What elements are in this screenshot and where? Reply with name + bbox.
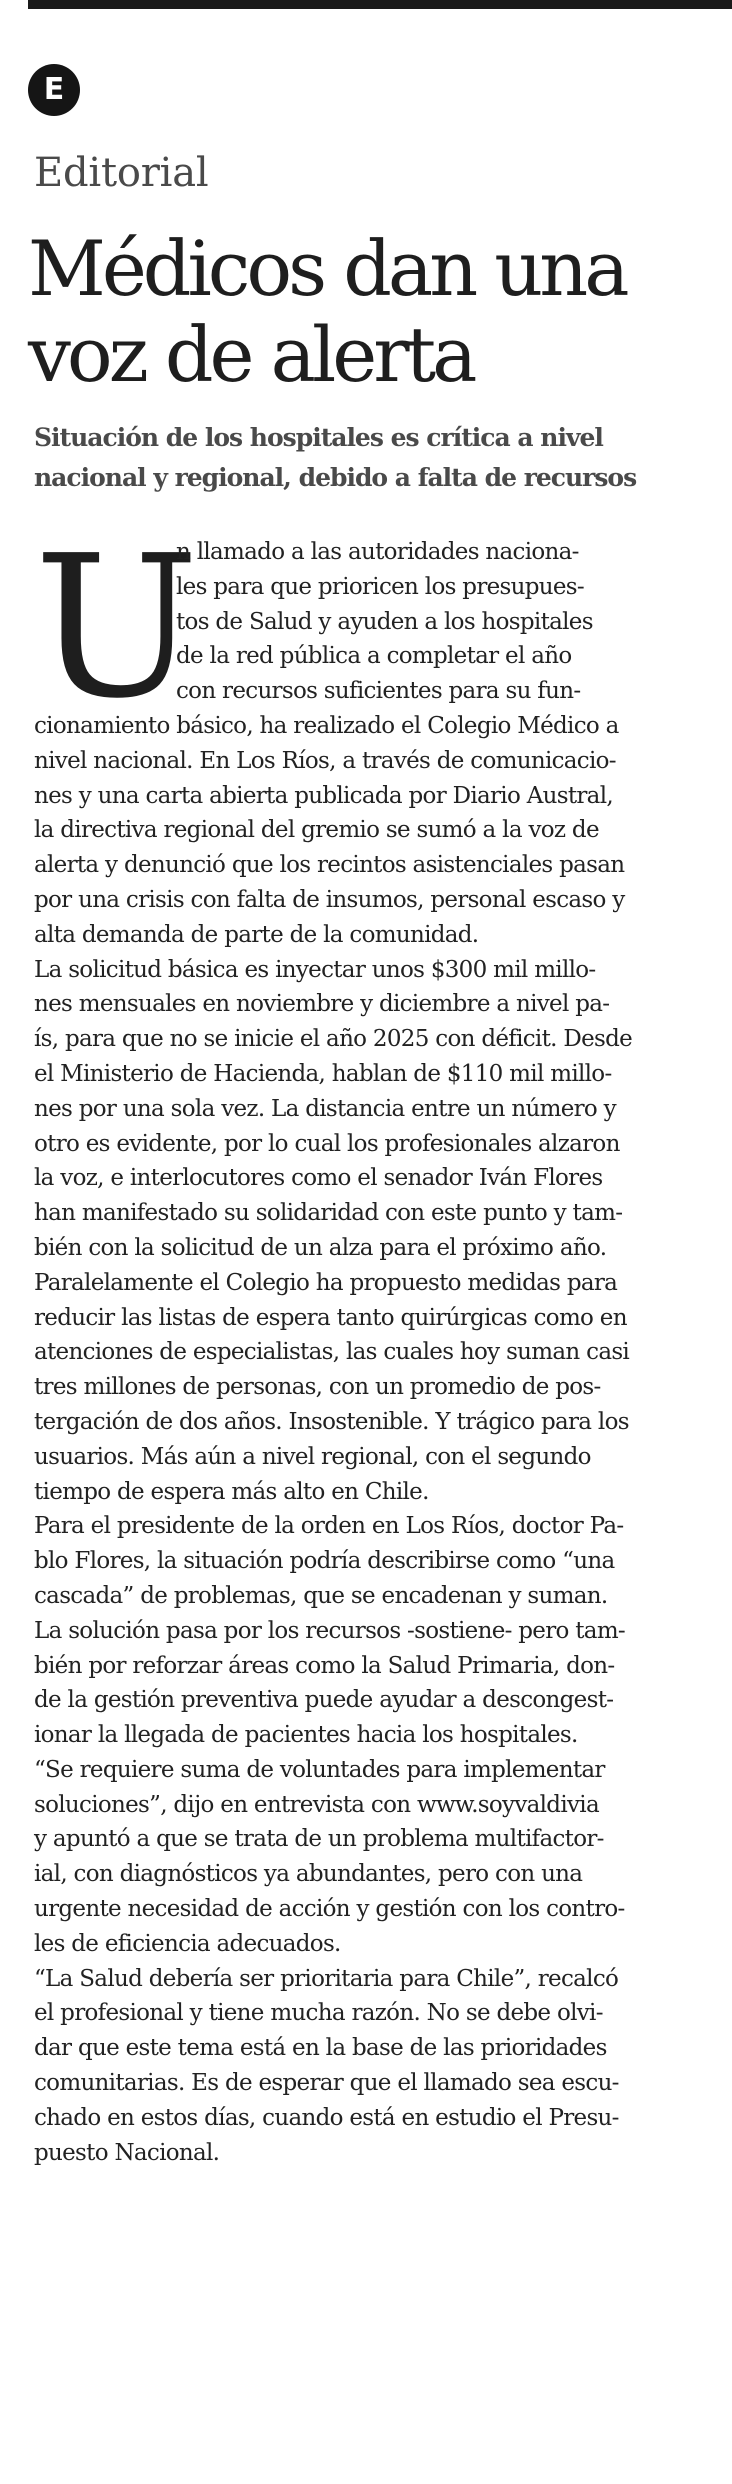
top-rule — [28, 0, 732, 9]
body-line: Paralelamente el Colegio ha propuesto medidas para — [34, 1269, 618, 1296]
body-line: tos de Salud y ayuden a los hospitales — [176, 608, 593, 635]
body-line: reducir las listas de espera tanto quirúrgicas como en — [34, 1304, 627, 1331]
body-line: bién por reforzar áreas como la Salud Primaria, don- — [34, 1652, 615, 1679]
body-line: alerta y denunció que los recintos asistenciales pasan — [34, 852, 625, 879]
body-line: tergación de dos años. Insostenible. Y trágico para los — [34, 1408, 629, 1435]
subtitle-line: Situación de los hospitales es crítica a nivel — [34, 423, 603, 452]
body-line: con recursos suficientes para su fun- — [176, 678, 581, 705]
body-line: por una crisis con falta de insumos, personal escaso y — [34, 886, 625, 913]
body-line: soluciones”, dijo en entrevista con www.soyvaldivia — [34, 1791, 599, 1818]
body-line: usuarios. Más aún a nivel regional, con el segundo — [34, 1443, 591, 1470]
article-body — [34, 535, 714, 2170]
body-line: blo Flores, la situación podría describirse como “una — [34, 1548, 615, 1575]
body-line: de la gestión preventiva puede ayudar a descongest- — [34, 1687, 614, 1714]
body-line: chado en estos días, cuando está en estudio el Presu- — [34, 2104, 619, 2131]
body-line: comunitarias. Es de esperar que el llamado sea escu- — [34, 2070, 619, 2097]
headline-line: Médicos dan una — [28, 224, 626, 313]
body-line: bién con la solicitud de un alza para el próximo año. — [34, 1234, 607, 1261]
body-line: urgente necesidad de acción y gestión con los contro- — [34, 1896, 625, 1923]
body-line: nes y una carta abierta publicada por Diario Austral, — [34, 782, 613, 809]
body-line: han manifestado su solidaridad con este punto y tam- — [34, 1200, 623, 1227]
headline — [28, 226, 718, 398]
body-line: cionamiento básico, ha realizado el Colegio Médico a — [34, 712, 619, 739]
body-line: el profesional y tiene mucha razón. No se debe olvi- — [34, 2000, 603, 2027]
body-line: “La Salud debería ser prioritaria para Chile”, recalcó — [34, 1965, 619, 1992]
drop-cap: U — [34, 514, 196, 742]
body-line: la voz, e interlocutores como el senador Iván Flores — [34, 1165, 603, 1192]
body-line: otro es evidente, por lo cual los profesionales alzaron — [34, 1130, 620, 1157]
body-line: nes por una sola vez. La distancia entre un número y — [34, 1095, 616, 1122]
body-line: La solicitud básica es inyectar unos $300 mil millo- — [34, 956, 596, 983]
subtitle — [34, 418, 724, 498]
body-line: alta demanda de parte de la comunidad. — [34, 921, 479, 948]
body-line: n llamado a las autoridades naciona- — [176, 539, 579, 565]
badge-letter: E — [43, 72, 65, 107]
body-line: la directiva regional del gremio se sumó a la voz de — [34, 817, 599, 844]
section-label: Editorial — [34, 150, 209, 196]
body-line: cascada” de problemas, que se encadenan y suman. — [34, 1582, 608, 1609]
body-line: tres millones de personas, con un promedio de pos- — [34, 1374, 601, 1401]
body-line: les de eficiencia adecuados. — [34, 1930, 341, 1957]
body-line: “Se requiere suma de voluntades para implementar — [34, 1756, 605, 1783]
body-line: ís, para que no se inicie el año 2025 con déficit. Desde — [34, 1026, 633, 1053]
body-line: Para el presidente de la orden en Los Ríos, doctor Pa- — [34, 1513, 624, 1540]
body-line: atenciones de especialistas, las cuales hoy suman casi — [34, 1339, 630, 1366]
body-line: nivel nacional. En Los Ríos, a través de comunicacio- — [34, 747, 616, 774]
body-line: dar que este tema está en la base de las prioridades — [34, 2035, 607, 2062]
body-line: nes mensuales en noviembre y diciembre a nivel pa- — [34, 991, 610, 1018]
body-line: puesto Nacional. — [34, 2139, 220, 2166]
body-line: ionar la llegada de pacientes hacia los hospitales. — [34, 1722, 578, 1749]
body-line: tiempo de espera más alto en Chile. — [34, 1478, 429, 1505]
body-line: ial, con diagnósticos ya abundantes, pero con una — [34, 1861, 583, 1888]
body-line: el Ministerio de Hacienda, hablan de $110 mil millo- — [34, 1060, 612, 1087]
body-line: les para que prioricen los presupues- — [176, 573, 584, 600]
body-line: de la red pública a completar el año — [176, 643, 572, 670]
headline-line: voz de alerta — [28, 310, 474, 399]
body-line: La solución pasa por los recursos -sostiene- pero tam- — [34, 1617, 626, 1644]
body-line: y apuntó a que se trata de un problema multifactor- — [34, 1826, 604, 1853]
editorial-badge — [28, 64, 80, 116]
subtitle-line: nacional y regional, debido a falta de recursos — [34, 463, 637, 492]
